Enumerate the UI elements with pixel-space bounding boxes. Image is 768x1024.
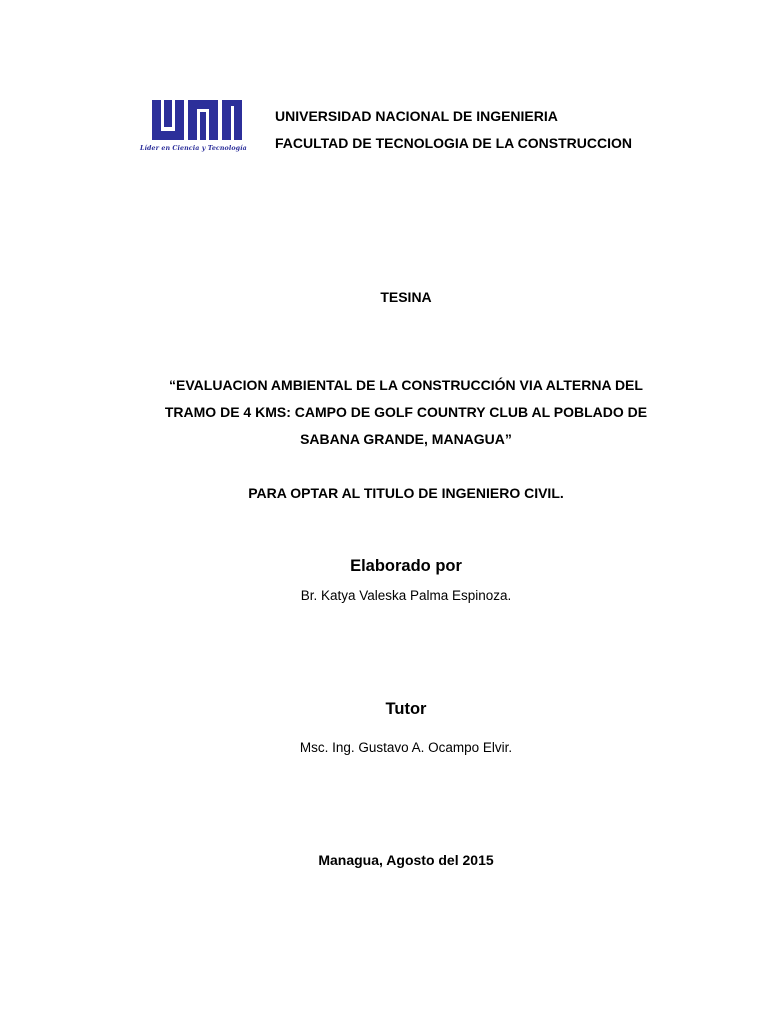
faculty-name: FACULTAD DE TECNOLOGIA DE LA CONSTRUCCION: [275, 135, 632, 151]
place-date: Managua, Agosto del 2015: [318, 852, 494, 868]
title-line-1: “EVALUACION AMBIENTAL DE LA CONSTRUCCIÓN VIA ALTERNA DEL: [169, 377, 643, 393]
tutor-name: Msc. Ing. Gustavo A. Ocampo Elvir.: [299, 740, 513, 755]
tutor-heading: Tutor: [385, 700, 427, 718]
logo-tagline: Líder en Ciencia y Tecnología: [140, 145, 247, 152]
author-name: Br. Katya Valeska Palma Espinoza.: [300, 588, 512, 603]
title-line-3: SABANA GRANDE, MANAGUA”: [300, 431, 512, 447]
degree-statement: PARA OPTAR AL TITULO DE INGENIERO CIVIL.: [248, 485, 564, 501]
university-name: UNIVERSIDAD NACIONAL DE INGENIERIA: [275, 108, 558, 124]
uni-logo: [140, 96, 252, 160]
document-type: TESINA: [380, 289, 432, 305]
author-heading: Elaborado por: [350, 557, 462, 575]
title-line-2: TRAMO DE 4 KMS: CAMPO DE GOLF COUNTRY CLUB AL POBLADO DE: [164, 404, 648, 420]
uni-logo-mark: [140, 96, 252, 144]
